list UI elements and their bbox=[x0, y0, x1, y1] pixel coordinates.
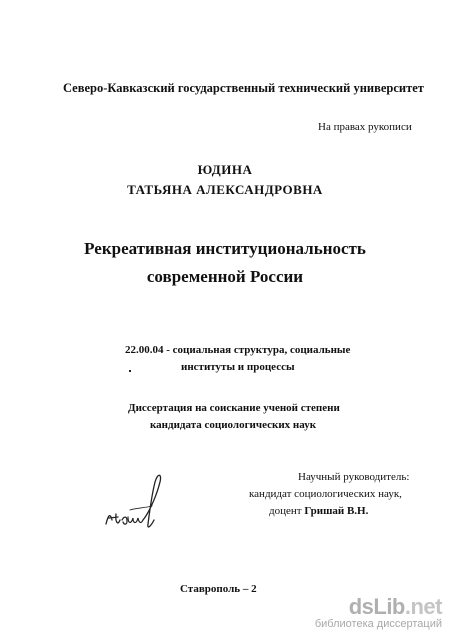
specialty-line-1: 22.00.04 - социальная структура, социальные bbox=[125, 344, 351, 356]
author-surname: ЮДИНА bbox=[197, 162, 253, 177]
degree-line-2: кандидата социологических наук bbox=[150, 419, 317, 431]
city-year: Ставрополь – 2 bbox=[180, 583, 257, 595]
supervisor-name: Гришай В.Н. bbox=[304, 505, 369, 517]
scan-speck bbox=[129, 370, 131, 372]
supervisor-label: Научный руководитель: bbox=[298, 471, 410, 483]
rights-note: На правах рукописи bbox=[318, 121, 412, 133]
author-name: ТАТЬЯНА АЛЕКСАНДРОВНА bbox=[127, 182, 323, 197]
specialty-line-2: институты и процессы bbox=[181, 361, 295, 373]
dissertation-title-line-1: Рекреативная институциональность bbox=[84, 239, 366, 258]
degree-line-1: Диссертация на соискание ученой степени bbox=[128, 402, 340, 414]
supervisor-title: доцент bbox=[269, 505, 305, 517]
university-name: Северо-Кавказский государственный технический университет bbox=[63, 81, 424, 95]
dslib-caption: библиотека диссертаций bbox=[314, 617, 442, 630]
dissertation-title-line-2: современной России bbox=[146, 267, 304, 286]
handwritten-signature bbox=[100, 468, 170, 536]
supervisor-name-line bbox=[269, 506, 368, 517]
supervisor-rank: кандидат социологических наук, bbox=[249, 488, 402, 500]
dslib-watermark bbox=[314, 593, 442, 630]
dslib-logo: dsLib.net bbox=[348, 593, 442, 619]
